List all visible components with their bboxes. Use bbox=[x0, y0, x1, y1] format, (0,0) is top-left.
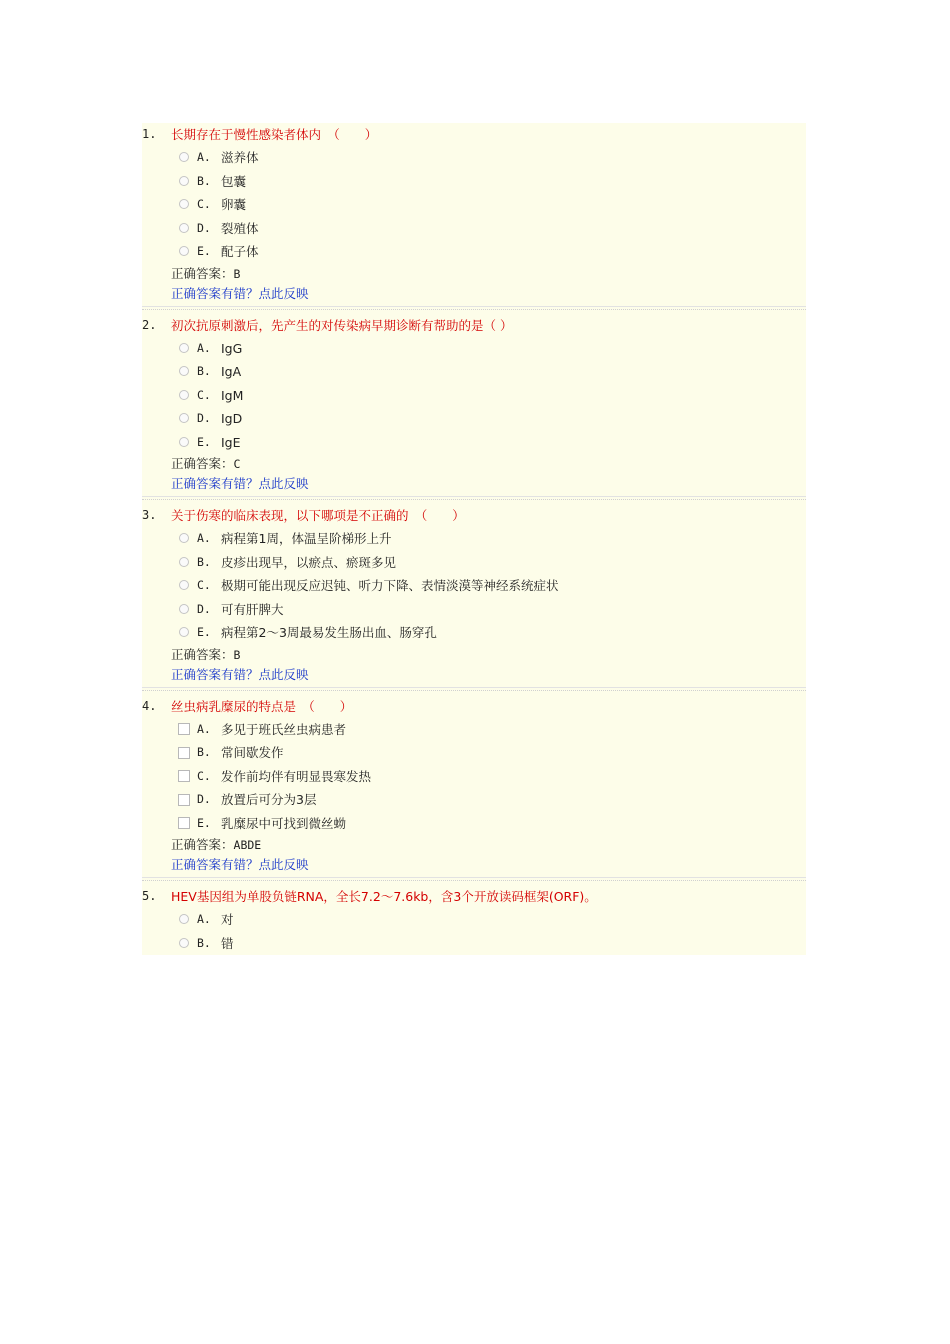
question-1 bbox=[142, 123, 806, 314]
option-letter: D. bbox=[197, 220, 211, 235]
correct-answer bbox=[142, 835, 806, 855]
radio-button[interactable] bbox=[179, 390, 189, 400]
radio-button[interactable] bbox=[179, 938, 189, 948]
option-text: 病程第2～3周最易发生肠出血、肠穿孔 bbox=[221, 625, 437, 640]
option-text: 包囊 bbox=[221, 173, 247, 189]
checkbox[interactable] bbox=[178, 794, 190, 806]
correct-answer bbox=[142, 454, 806, 474]
option-letter: A. bbox=[197, 912, 211, 926]
option-letter: B. bbox=[197, 745, 211, 759]
question-3 bbox=[142, 504, 806, 695]
option-text: 裂殖体 bbox=[221, 220, 259, 236]
option-letter: B. bbox=[197, 935, 211, 950]
option-text: 配子体 bbox=[221, 244, 259, 259]
option-text: IgE bbox=[221, 434, 241, 450]
option-c[interactable] bbox=[142, 765, 806, 789]
answer-value: C bbox=[233, 457, 241, 471]
option-b[interactable] bbox=[142, 551, 806, 575]
answer-value: B bbox=[233, 266, 241, 281]
option-letter: D. bbox=[197, 601, 211, 616]
option-c[interactable] bbox=[142, 574, 806, 598]
option-letter: A. bbox=[197, 340, 211, 355]
separator bbox=[142, 685, 806, 695]
question-text: 长期存在于慢性感染者体内 （ ） bbox=[171, 127, 378, 142]
radio-button[interactable] bbox=[179, 557, 189, 567]
radio-button[interactable] bbox=[179, 176, 189, 186]
radio-button[interactable] bbox=[179, 413, 189, 423]
question-header bbox=[142, 695, 806, 718]
option-letter: E. bbox=[197, 815, 211, 830]
answer-value: B bbox=[233, 647, 241, 662]
option-letter: C. bbox=[197, 197, 211, 211]
answer-label: 正确答案： bbox=[171, 265, 234, 281]
option-text: 可有肝脾大 bbox=[221, 601, 284, 617]
radio-button[interactable] bbox=[179, 604, 189, 614]
question-number: 5. bbox=[142, 889, 157, 903]
option-e[interactable] bbox=[142, 812, 806, 836]
answer-value: ABDE bbox=[233, 838, 262, 852]
option-text: 乳糜尿中可找到微丝蚴 bbox=[221, 815, 347, 831]
separator bbox=[142, 494, 806, 504]
correct-answer bbox=[142, 645, 806, 665]
option-text: 极期可能出现反应迟钝、听力下降、表情淡漠等神经系统症状 bbox=[221, 578, 559, 593]
option-b[interactable] bbox=[142, 932, 806, 956]
question-header bbox=[142, 314, 806, 337]
report-error-link[interactable]: 正确答案有错？点此反映 bbox=[171, 666, 309, 682]
question-number: 2. bbox=[142, 317, 157, 332]
option-c[interactable] bbox=[142, 193, 806, 217]
option-b[interactable] bbox=[142, 360, 806, 384]
option-letter: B. bbox=[197, 364, 211, 378]
option-text: 常间歇发作 bbox=[221, 745, 284, 760]
option-letter: C. bbox=[197, 768, 211, 783]
radio-button[interactable] bbox=[179, 533, 189, 543]
radio-button[interactable] bbox=[179, 366, 189, 376]
question-number: 3. bbox=[142, 508, 157, 522]
checkbox[interactable] bbox=[178, 817, 190, 829]
answer-label: 正确答案： bbox=[171, 456, 234, 471]
option-e[interactable] bbox=[142, 240, 806, 264]
question-number: 1. bbox=[142, 127, 157, 141]
radio-button[interactable] bbox=[179, 580, 189, 590]
option-text: 多见于班氏丝虫病患者 bbox=[221, 721, 347, 737]
question-4 bbox=[142, 695, 806, 886]
separator bbox=[142, 304, 806, 314]
option-a[interactable] bbox=[142, 527, 806, 551]
radio-button[interactable] bbox=[179, 246, 189, 256]
answer-label: 正确答案： bbox=[171, 646, 234, 662]
radio-button[interactable] bbox=[179, 223, 189, 233]
radio-button[interactable] bbox=[179, 152, 189, 162]
radio-button[interactable] bbox=[179, 437, 189, 447]
option-letter: E. bbox=[197, 244, 211, 258]
question-number: 4. bbox=[142, 698, 157, 713]
option-a[interactable] bbox=[142, 908, 806, 932]
option-a[interactable] bbox=[142, 718, 806, 742]
option-text: 皮疹出现早，以瘀点、瘀斑多见 bbox=[221, 554, 397, 570]
question-text: 关于伤寒的临床表现，以下哪项是不正确的 （ ） bbox=[171, 508, 465, 523]
question-text: 初次抗原刺激后，先产生的对传染病早期诊断有帮助的是（ ） bbox=[171, 317, 513, 333]
answer-label: 正确答案： bbox=[171, 837, 234, 852]
option-e[interactable] bbox=[142, 431, 806, 455]
question-text: 丝虫病乳糜尿的特点是 （ ） bbox=[171, 698, 353, 714]
option-d[interactable] bbox=[142, 217, 806, 241]
option-letter: D. bbox=[197, 411, 211, 425]
option-b[interactable] bbox=[142, 741, 806, 765]
radio-button[interactable] bbox=[179, 199, 189, 209]
option-letter: A. bbox=[197, 150, 211, 164]
report-error-link[interactable]: 正确答案有错？点此反映 bbox=[171, 285, 309, 301]
question-5 bbox=[142, 885, 806, 955]
option-c[interactable] bbox=[142, 384, 806, 408]
option-text: 对 bbox=[221, 912, 234, 927]
option-text: 滋养体 bbox=[221, 150, 259, 165]
option-e[interactable] bbox=[142, 621, 806, 645]
option-d[interactable] bbox=[142, 407, 806, 431]
option-text: 卵囊 bbox=[221, 197, 247, 212]
option-text: IgD bbox=[221, 411, 243, 426]
checkbox[interactable] bbox=[178, 723, 190, 735]
option-letter: E. bbox=[197, 434, 211, 449]
option-d[interactable] bbox=[142, 598, 806, 622]
quiz-list bbox=[142, 123, 806, 955]
question-header bbox=[142, 504, 806, 527]
question-header bbox=[142, 123, 806, 146]
option-text: IgA bbox=[221, 364, 242, 379]
option-letter: D. bbox=[197, 792, 211, 806]
report-error-link[interactable]: 正确答案有错？点此反映 bbox=[171, 857, 309, 872]
radio-button[interactable] bbox=[179, 914, 189, 924]
option-letter: A. bbox=[197, 531, 211, 545]
option-a[interactable] bbox=[142, 146, 806, 170]
option-text: IgM bbox=[221, 387, 244, 403]
option-letter: B. bbox=[197, 173, 211, 188]
option-d[interactable] bbox=[142, 788, 806, 812]
option-text: 放置后可分为3层 bbox=[221, 792, 317, 807]
option-a[interactable] bbox=[142, 337, 806, 361]
option-text: 发作前均伴有明显畏寒发热 bbox=[221, 768, 372, 784]
checkbox[interactable] bbox=[178, 770, 190, 782]
option-letter: E. bbox=[197, 625, 211, 639]
option-letter: A. bbox=[197, 721, 211, 736]
option-text: 错 bbox=[221, 935, 234, 951]
correct-answer bbox=[142, 264, 806, 284]
question-text: HEV基因组为单股负链RNA，全长7.2～7.6kb，含3个开放读码框架(ORF)。 bbox=[171, 889, 597, 904]
option-text: IgG bbox=[221, 340, 243, 356]
separator bbox=[142, 875, 806, 885]
radio-button[interactable] bbox=[179, 627, 189, 637]
option-letter: C. bbox=[197, 578, 211, 592]
checkbox[interactable] bbox=[178, 747, 190, 759]
question-2 bbox=[142, 314, 806, 505]
option-letter: C. bbox=[197, 387, 211, 402]
report-error-link[interactable]: 正确答案有错？点此反映 bbox=[171, 476, 309, 491]
radio-button[interactable] bbox=[179, 343, 189, 353]
question-header bbox=[142, 885, 806, 908]
option-letter: B. bbox=[197, 554, 211, 569]
option-text: 病程第1周，体温呈阶梯形上升 bbox=[221, 531, 392, 546]
option-b[interactable] bbox=[142, 170, 806, 194]
